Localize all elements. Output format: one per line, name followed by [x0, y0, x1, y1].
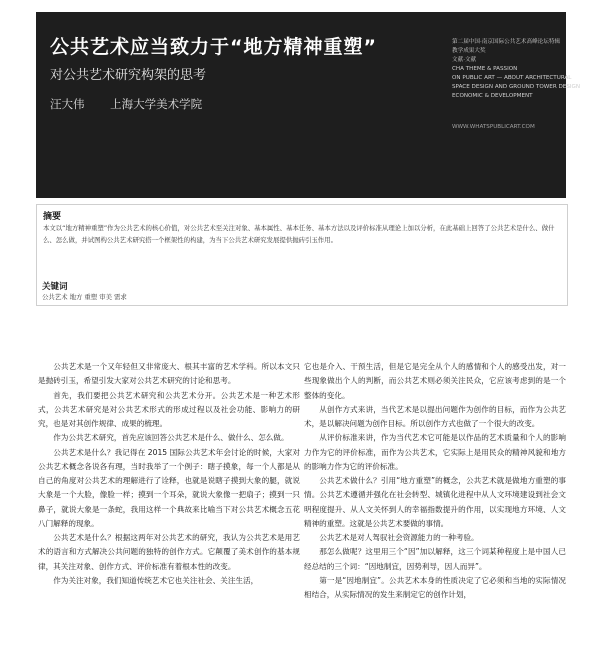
- title-banner: [36, 12, 581, 198]
- paragraph: 作为关注对象，我们知道传统艺术它也关注社会、关注生活，: [53, 575, 259, 585]
- meta-line: ON PUBLIC ART — ABOUT ARCHITECTURAL: [452, 74, 572, 81]
- meta-line: 教学成果大奖: [452, 47, 486, 54]
- paragraph: 公共艺术是什么？根据这两年对公共艺术的研究，我认为公共艺术是用艺术的语言和方式解决公共问题的独特的创作方式。它颠覆了美术创作的基本规律，其关注对象、创作方式、评价标准有着根本性的改变。: [38, 533, 300, 571]
- meta-line: ECONOMIC & DEVELOPMENT: [452, 92, 533, 99]
- article-title: 公共艺术应当致力于“地方精神重塑”: [50, 36, 377, 58]
- keywords-text: 公共艺术 地方 重塑 审美 需求: [42, 293, 127, 301]
- abstract-text: 本文以“地方精神重塑”作为公共艺术的核心价值，对公共艺术至关注对象、基本属性、基本任务、基本方法以及评价标准从理论上加以分析，在此基础上回答了公共艺术是什么、做什么、怎么做，并试图构公共艺术研究搭一个框架性的构建，为当下公共艺术研究发展提供抛砖引玉作用。: [43, 224, 555, 244]
- abstract-heading: 摘要: [43, 212, 62, 222]
- publisher-line: WWW.WHATSPUBLICART.COM: [452, 123, 535, 130]
- paragraph: 公共艺术是对人驾驭社会资源能力的一种考验。: [319, 533, 479, 543]
- right-column: [304, 360, 566, 603]
- paragraph: 从评价标准来讲，作为当代艺术它可能是以作品的艺术质量和个人的影响力作为它的评价标准，而作为公共艺术，它实际上是用民众的精神风貌和地方的影响力作为它的评价标准。: [304, 433, 566, 471]
- author-affiliation: 上海大学美术学院: [110, 97, 203, 111]
- paragraph: 公共艺术是一个又年轻但又非常庞大、根其丰富的艺术学科。所以本文只是抛砖引玉，希望引发大家对公共艺术研究的讨论和思考。: [38, 362, 300, 386]
- article-subtitle: 对公共艺术研究构架的思考: [50, 68, 207, 83]
- paragraph: 首先，我们要把公共艺术研究和公共艺术分开。公共艺术是一种艺术形式，公共艺术研究是对公共艺术形式的形成过程以及社会功能、影响力的研究，也是对其创作规律、成果的梳理。: [38, 390, 300, 429]
- meta-line: SPACE DESIGN AND GROUND TOWER DESIGN: [452, 83, 581, 90]
- paragraph: 公共艺术做什么？引用“地方重塑”的概念，公共艺术就是做地方重塑的事情。公共艺术遵循并强化在社会转型、城镇化进程中从人文环境建设到社会文明程度提升、从人文关怀到人的幸福指数提升的作用，以实现地方环境、人文精神的重塑。这就是公共艺术要做的事情。: [304, 476, 566, 528]
- meta-line: 第二届中国·南京国际公共艺术高峰论坛特辑: [452, 39, 561, 45]
- paragraph: 作为公共艺术研究，首先应该回答公共艺术是什么、做什么、怎么做。: [53, 433, 289, 443]
- paragraph: 第一是“因地制宜”。公共艺术本身的性质决定了它必须和当地的实际情况相结合，从实际情况的发生来制定它的创作计划，: [304, 575, 566, 600]
- series-meta: [452, 38, 581, 132]
- abstract-box: [36, 204, 568, 306]
- author-name: 汪大伟: [50, 97, 85, 111]
- meta-line: 文献·文献: [452, 56, 477, 63]
- paragraph: 那怎么做呢？这里用三个“因”加以解释，这三个词某种程度上是中国人已经总结的三个词：“因地制宜，因势利导，因人而异”。: [304, 547, 566, 571]
- paragraph: 公共艺术是什么？我记得在 2015 国际公共艺术年会讨论的时候，大家对公共艺术概念各说各有理，当时我举了一个例子：瞎子摸象，每一个人都是从自己的角度对公共艺术的理解进行了诠释，也就是说瞎子摸到大象的腿，就说大象是一个大脸，像脸一样；摸到一个耳朵，就说大象像一把扇子；摸到一只鼻子，就说大象是一条蛇，我用这样一个典故来比喻当下对公共艺术概念五花八门解释的现象。: [38, 447, 300, 528]
- meta-line: CHA THEME & PASSION: [452, 65, 518, 72]
- paragraph: 从创作方式来讲，当代艺术是以提出问题作为创作的目标，而作为公共艺术，是以解决问题为创作目标。所以创作方式也做了一个很大的改变。: [304, 404, 566, 429]
- author-line: [50, 96, 224, 112]
- keywords-heading: 关键词: [42, 282, 68, 292]
- left-column: [38, 360, 300, 588]
- paragraph: 它也是介入、干预生活，但是它是完全从个人的感情和个人的感受出发，对一些现象做出个人的判断，而公共艺术则必须关注民众，它应该考虑到的是一个整体的变化。: [304, 362, 566, 400]
